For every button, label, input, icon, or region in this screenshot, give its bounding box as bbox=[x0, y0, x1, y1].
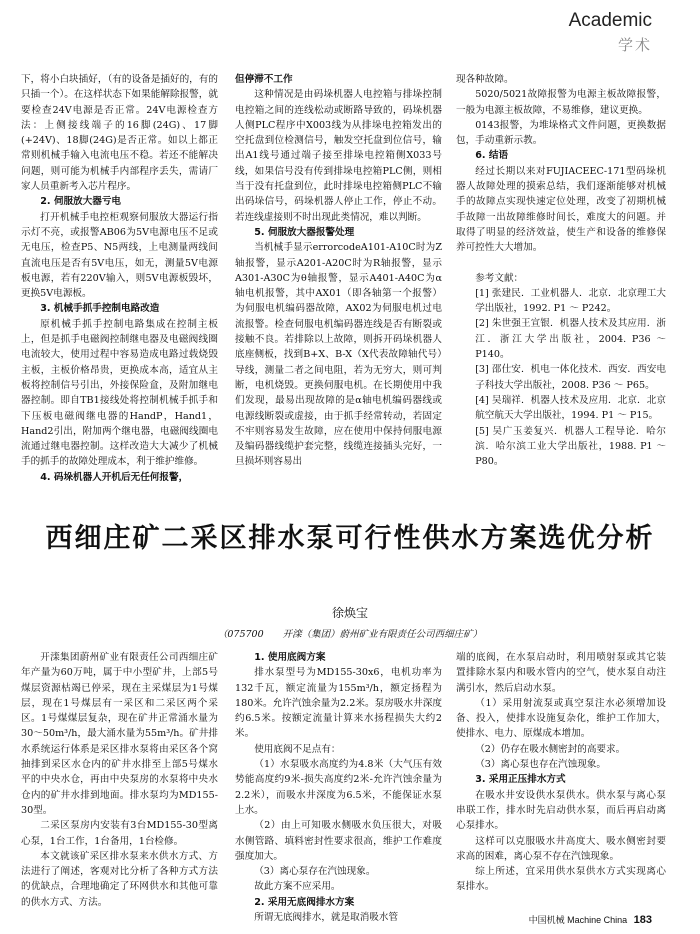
paragraph: 0143报警，为堆垛格式文件问题，更换数据包，手动重新示教。 bbox=[456, 119, 666, 147]
paragraph: （3）离心泵存在汽蚀现象。 bbox=[254, 866, 376, 878]
paragraph: 5020/5021故障报警为电源主板故障报警，一般为电源主板故障，不易维修，建议更换。 bbox=[456, 89, 666, 116]
paragraph: 二采区泵房内安装有3台MD155-30型离心泵，1台工作，1台备用，1台检修。 bbox=[21, 820, 218, 847]
paragraph: 当机械手显示errorcodeA101-A10C时为Z轴报警，显示A201-A20C时为R轴报警，显示A301-A30C为θ轴报警，显示A401-A40C为α轴电机报警，其中AX01（即各轴第一个报警）为伺服电机编码器故障，AX02为伺服电机过电流报警。检查伺服电机编码器连线是否有断裂或接触不良。若排除以上故障，则拆开码垛机器人底座侧板，找到B+X、B-X（X代表故障轴代号）导线，测量二者之间电阻，若为无穷大，则可判断，电机烧毁。更换伺服电机。在长期使用中我们发现，最易出现故障的是α轴电机编码器线或电源线断裂或虚接，由于抓手经常转动，若固定不牢则容易发生故障，应在使用中保持伺服电源及编码器线缆护套完整，线缆连接插头完好，一旦损坏则容易出 bbox=[235, 242, 442, 468]
paragraph: 所谓无底阀排水，就是取消吸水管 bbox=[254, 912, 399, 924]
page-number: 183 bbox=[633, 914, 652, 926]
paragraph: 在吸水井安设供水泵供水。供水泵与离心泵串联工作，排水时先启动供水泵，而后再启动离心泵排水。 bbox=[456, 789, 666, 832]
paragraph: （1）采用射流泵或真空泵注水必须增加设备、投入，使排水设施复杂化，维护工作加大，使排水、电力、原煤成本增加。 bbox=[456, 697, 666, 740]
reference-item: [5] 吴广玉姜复兴．机器人工程导论．哈尔滨．哈尔滨工业大学出版社，1988. P1 ～ P80。 bbox=[475, 425, 666, 468]
section-heading: 但停滞不工作 bbox=[235, 74, 293, 85]
paragraph: 现各种故障。 bbox=[456, 74, 514, 85]
reference-item: [1] 张建民．工业机器人．北京．北京理工大学出版社，1992. P1 ～ P242。 bbox=[475, 287, 666, 315]
paragraph: 原机械手抓手控制电路集成在控制主板上，但是抓手电磁阀控制继电器及电磁阀线圈电流较大，使用过程中容易造成电路过载烧毁主板，主板价格昂贵，更换成本高，适宜从主板将控制信号引出，外接保险盒，及附加继电器控制。即自TB1接线处将控制机械手抓手和下压板电磁阀继电器的HandP，Hand1，Hand2引出，附加两个继电器，电磁阀线圈电流通过继电器控制。这样改造大大减少了机械手的抓手的故障处理成本，利于维护维修。 bbox=[21, 318, 218, 468]
paragraph: （2）仍存在吸水侧密封的高要求。 bbox=[475, 743, 626, 755]
paragraph: （3）离心泵也存在汽蚀现象。 bbox=[475, 759, 607, 771]
section-heading: 2. 伺服放大器亏电 bbox=[40, 196, 122, 208]
section-heading: 3. 机械手抓手控制电路改造 bbox=[40, 303, 160, 315]
paragraph: 这种情况是由码垛机器人电控箱与排垛控制电控箱之间的连线松动或断路导致的，码垛机器人侧PLC程序中X003线为从排垛电控箱发出的空托盘到位检测信号，触发空托盘到位信号，输出A1线号通过端子接至排垛电控箱侧X033号线，如果信号没有传到排垛电控箱PLC侧，则相当于没有托盘到位，此时排垛电控箱侧PLC不输出码垛信号，码垛机器人停止工作，停止不动。若连线虚接则不时出现此类情况，难以判断。 bbox=[235, 89, 442, 223]
reference-item: [2] 朱世强王宣银．机器人技术及其应用．浙江．浙江大学出版社，2004. P36 ～ P140。 bbox=[475, 318, 666, 361]
article-author: 徐焕宝 bbox=[331, 606, 368, 620]
paragraph: 综上所述，宜采用供水泵供水方式实现离心泵排水。 bbox=[456, 866, 666, 893]
lower-column-2 bbox=[235, 650, 442, 925]
header-academic: Academic bbox=[568, 10, 652, 31]
upper-column-1 bbox=[21, 72, 218, 485]
paragraph: 故此方案不应采用。 bbox=[254, 881, 341, 893]
paragraph: 本文就该矿采区排水泵来水供水方式、方法进行了阐述，客观对比分析了各种方式方法的优缺点，合理地确定了环网供水和其他可靠的供水方式、方法。 bbox=[21, 850, 218, 908]
lower-column-1 bbox=[21, 650, 218, 910]
section-heading: 2. 采用无底阀排水方案 bbox=[254, 896, 355, 908]
upper-column-2 bbox=[235, 72, 442, 470]
article-title: 西细庄矿二采区排水泵可行性供水方案选优分析 bbox=[45, 523, 655, 554]
paragraph: （1）水泵吸水高度约为4.8米（大气压有效势能高度约9米-损失高度约2米-允许汽蚀余量为2.2米），而吸水井深度为6.5米，不能保证水泵上水。 bbox=[235, 759, 442, 816]
article-affiliation: （075700 开滦（集团）蔚州矿业有限责任公司西细庄矿） bbox=[217, 629, 483, 640]
reference-item: [3] 邵仕安．机电一体化技术．西安．西安电子科技大学出版社，2008. P36 ～ P65。 bbox=[475, 364, 666, 391]
section-heading: 5. 伺服放大器报警处理 bbox=[254, 226, 355, 238]
footer bbox=[529, 913, 652, 926]
paragraph: 下，将小白块插好，（有的设备是插好的，有的只插一个）。在这样状态下如果能解除报警，就要检查24V电源是否正常。24V电源检查方法：上侧接线端子的16脚(24G)、17脚(+24V)、18脚(24G)是否正常。如以上都正常则机械手输入电流电压不稳。若还不能解决问题，则可能为机械手内部程序丢失，需请厂家人员重新考入芯片程序。 bbox=[21, 74, 218, 193]
section-heading: 1. 使用底阀方案 bbox=[254, 652, 326, 663]
paragraph: 这样可以克服吸水井高度大、吸水侧密封要求高的困难，离心泵不存在汽蚀现象。 bbox=[456, 835, 666, 862]
paragraph: 打开机械手电控柜观察伺服放大器运行指示灯不亮，或报警AB06为5V电源电压不足或无电压，检查P5、N5两线，上电测量两线间直流电压是否有5V电压，如无，测量5V电源板电源，若有220V输入，则5V电源板毁坏，更换5V电源板。 bbox=[21, 211, 218, 300]
section-heading: 3. 采用正压排水方式 bbox=[475, 774, 566, 786]
section-heading: 6. 结语 bbox=[475, 150, 509, 162]
paragraph: 使用底阀不足点有： bbox=[254, 743, 341, 755]
paragraph: 排水泵型号为MD155-30x6，电机功率为132千瓦，额定流量为155m³/h，额定扬程为180米。允许汽蚀余量为2.2米。泵房吸水井深度约6.5米。按额定流量计算来水扬程损失大约2米。 bbox=[235, 667, 442, 740]
upper-column-3 bbox=[456, 72, 666, 469]
paragraph: （2）由上可知吸水侧吸水负压很大，对吸水侧管路、填料密封性要求很高，维护工作难度强度加大。 bbox=[235, 820, 442, 862]
section-heading: 4. 码垛机器人开机后无任何报警， bbox=[40, 471, 189, 483]
header-xueshu: 学术 bbox=[617, 36, 652, 54]
spacer bbox=[456, 256, 666, 271]
footer-journal: 中国机械 Machine China bbox=[528, 915, 628, 925]
paragraph: 参考文献： bbox=[475, 272, 524, 284]
lower-column-3 bbox=[456, 650, 666, 895]
paragraph: 经过长期以来对FUJIACEEC-171型码垛机器人故障处理的摸索总结，我们逐渐能够对机械手的故障点实现快速定位处理，改变了初期机械手故障一出故障维修时间长，难度大的问题。并取得了明显的经济效益，使生产和设备的维修保养可控性大大增加。 bbox=[456, 165, 666, 254]
paragraph: 开滦集团蔚州矿业有限责任公司西细庄矿年产量为60万吨，属于中小型矿井，上部5号煤层资源枯竭已停采，现在主采煤层为1号煤层，现在1号煤层有一采区和二采区两个采区。1号煤煤层复杂，现在矿井正常涌水量为30～50m³/h，最大涌水量为55m³/h。矿井排水系统运行体系是采区排水泵将由采区各个窝抽排到采区水仓内的矿井水排至上部5号煤水平的中央水仓，再由中央泵房的水泵将中央水仓内的矿井水排到地面。排水泵均为MD155-30型。 bbox=[21, 652, 218, 816]
paragraph: 端的底阀，在水泵启动时，利用喷射泵或其它装置排除水泵内和吸水管内的空气，使水泵自动注满引水，然后启动水泵。 bbox=[456, 652, 666, 694]
reference-item: [4] 吴瑞祥．机器人技术及应用．北京．北京航空航天大学出版社，1994. P1 ～ P15。 bbox=[475, 394, 666, 422]
